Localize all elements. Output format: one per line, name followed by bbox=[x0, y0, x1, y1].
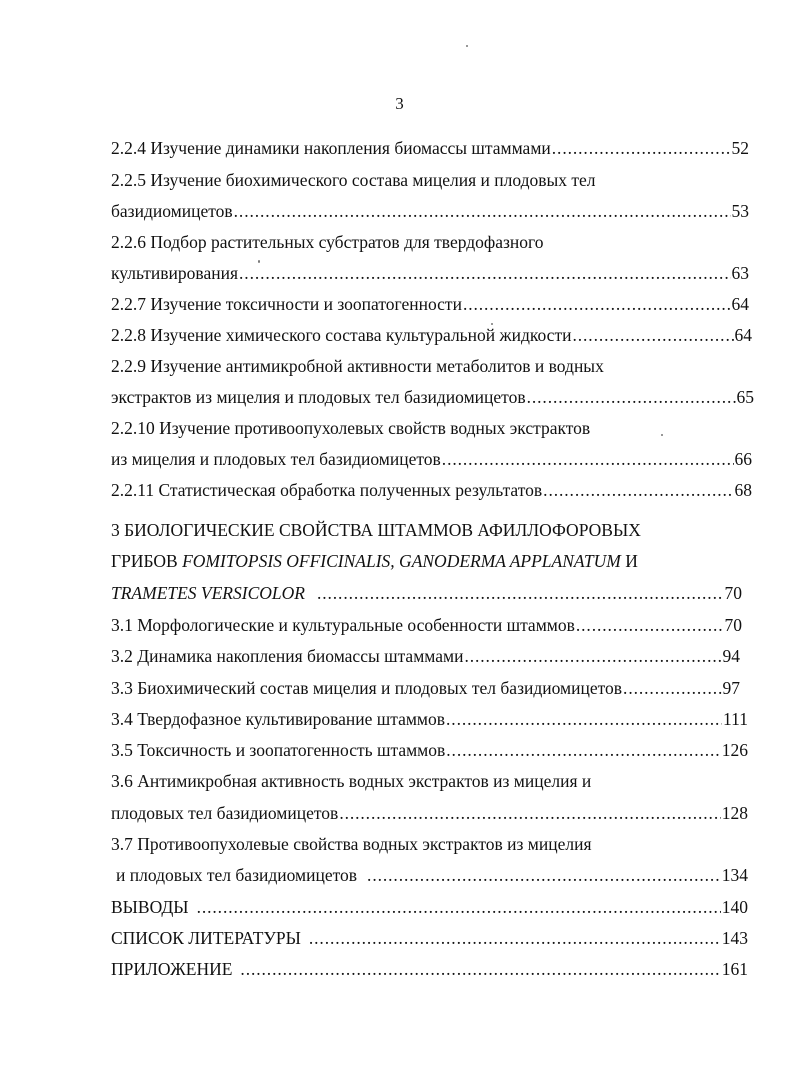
toc-entry-title: экстрактов из мицелия и плодовых тел базидиомицетов bbox=[111, 387, 526, 407]
leader-dots bbox=[309, 926, 721, 950]
leader-dots bbox=[234, 199, 731, 223]
toc-entry-2-2-9-line1: 2.2.9 Изучение антимикробной активности метаболитов и водных bbox=[111, 356, 604, 376]
toc-entry-title: 3.1 Морфологические и культуральные особенности штаммов bbox=[111, 615, 575, 635]
toc-entry-appendix[interactable] bbox=[111, 957, 748, 981]
toc-page-number: 70 bbox=[724, 615, 742, 635]
toc-entry-2-2-5-line1: 2.2.5 Изучение биохимического состава мицелия и плодовых тел bbox=[111, 170, 596, 190]
chapter-3-prefix: ГРИБОВ bbox=[111, 551, 183, 571]
chapter-3-species: FOMITOPSIS OFFICINALIS, GANODERMA APPLANATUM bbox=[182, 551, 621, 571]
toc-entry-3-7[interactable] bbox=[116, 863, 748, 887]
leader-dots bbox=[239, 261, 730, 285]
leader-dots bbox=[446, 738, 720, 762]
toc-page-number: 52 bbox=[731, 138, 749, 158]
toc-entry-title: 2.2.11 Статистическая обработка полученных результатов bbox=[111, 480, 543, 500]
leader-dots bbox=[623, 676, 721, 700]
leader-dots bbox=[197, 895, 721, 919]
leader-dots bbox=[552, 136, 731, 160]
toc-page-number: 126 bbox=[721, 740, 748, 760]
toc-page-number: 97 bbox=[722, 678, 740, 698]
toc-entry-3-4[interactable] bbox=[111, 707, 748, 731]
page-number: 3 bbox=[395, 94, 404, 113]
toc-page-number: 140 bbox=[721, 897, 748, 917]
leader-dots bbox=[464, 644, 721, 668]
toc-page-number: 111 bbox=[723, 709, 748, 729]
toc-page-number: 63 bbox=[731, 263, 749, 283]
toc-entry-title: ПРИЛОЖЕНИЕ bbox=[111, 959, 233, 979]
toc-entry-2-2-4[interactable] bbox=[111, 136, 749, 160]
toc-entry-title: СПИСОК ЛИТЕРАТУРЫ bbox=[111, 928, 301, 948]
chapter-3-heading-line2 bbox=[111, 549, 638, 573]
toc-entry-title: TRAMETES VERSICOLOR bbox=[111, 583, 305, 603]
scan-speck bbox=[661, 434, 663, 436]
leader-dots bbox=[543, 478, 733, 502]
toc-entry-2-2-5[interactable] bbox=[111, 199, 749, 223]
toc-page-number: 64 bbox=[734, 325, 752, 345]
toc-entry-title: ВЫВОДЫ bbox=[111, 897, 189, 917]
toc-entry-title: 3.4 Твердофазное культивирование штаммов bbox=[111, 709, 446, 729]
toc-page-number: 65 bbox=[736, 387, 754, 407]
scan-speck bbox=[258, 260, 260, 263]
toc-entry-3-7-line1: 3.7 Противоопухолевые свойства водных экстрактов из мицелия bbox=[111, 834, 592, 854]
toc-entry-title: плодовых тел базидиомицетов bbox=[111, 803, 339, 823]
leader-dots bbox=[240, 957, 720, 981]
leader-dots bbox=[367, 863, 721, 887]
leader-dots bbox=[576, 613, 724, 637]
toc-entry-2-2-8[interactable] bbox=[111, 323, 752, 347]
toc-page-number: 134 bbox=[721, 865, 748, 885]
toc-entry-conclusions[interactable] bbox=[111, 895, 748, 919]
toc-page-number: 161 bbox=[721, 959, 748, 979]
toc-entry-3-5[interactable] bbox=[111, 738, 748, 762]
chapter-3-conjunction: И bbox=[620, 551, 638, 571]
scan-speck bbox=[491, 323, 493, 325]
toc-entry-3-6[interactable] bbox=[111, 801, 748, 825]
toc-page-number: 70 bbox=[724, 583, 742, 603]
toc-entry-title: 3.3 Биохимический состав мицелия и плодовых тел базидиомицетов bbox=[111, 678, 623, 698]
toc-entry-chapter-3[interactable] bbox=[111, 581, 742, 605]
toc-entry-title: из мицелия и плодовых тел базидиомицетов bbox=[111, 449, 441, 469]
leader-dots bbox=[527, 385, 736, 409]
toc-entry-2-2-6-line1: 2.2.6 Подбор растительных субстратов для твердофазного bbox=[111, 232, 544, 252]
toc-entry-2-2-9[interactable] bbox=[111, 385, 754, 409]
toc-page-number: 128 bbox=[721, 803, 748, 823]
toc-entry-2-2-7[interactable] bbox=[111, 292, 749, 316]
toc-page-number: 53 bbox=[731, 201, 749, 221]
chapter-3-heading-line1: 3 БИОЛОГИЧЕСКИЕ СВОЙСТВА ШТАММОВ АФИЛЛОФОРОВЫХ bbox=[111, 520, 641, 540]
toc-entry-3-6-line1: 3.6 Антимикробная активность водных экстрактов из мицелия и bbox=[111, 771, 592, 791]
toc-entry-2-2-11[interactable] bbox=[111, 478, 752, 502]
toc-entry-title: 3.5 Токсичность и зоопатогенность штаммов bbox=[111, 740, 446, 760]
toc-entry-2-2-6[interactable] bbox=[111, 261, 749, 285]
toc-entry-3-3[interactable] bbox=[111, 676, 740, 700]
toc-entry-2-2-10[interactable] bbox=[111, 447, 752, 471]
toc-entry-title: и плодовых тел базидиомицетов bbox=[116, 865, 358, 885]
leader-dots bbox=[317, 581, 724, 605]
toc-page-number: 64 bbox=[731, 294, 749, 314]
toc-page-number: 143 bbox=[721, 928, 748, 948]
toc-entry-title: базидиомицетов bbox=[111, 201, 233, 221]
toc-entry-title: 2.2.8 Изучение химического состава культуральной жидкости bbox=[111, 325, 572, 345]
leader-dots bbox=[463, 292, 731, 316]
leader-dots bbox=[339, 801, 720, 825]
toc-entry-references[interactable] bbox=[111, 926, 748, 950]
toc-entry-2-2-10-line1: 2.2.10 Изучение противоопухолевых свойств водных экстрактов bbox=[111, 418, 591, 438]
toc-entry-title: 3.2 Динамика накопления биомассы штаммами bbox=[111, 646, 464, 666]
leader-dots bbox=[572, 323, 733, 347]
leader-dots bbox=[442, 447, 734, 471]
toc-entry-title: 2.2.7 Изучение токсичности и зоопатогенности bbox=[111, 294, 462, 314]
toc-page-number: 66 bbox=[734, 449, 752, 469]
toc-page-number: 68 bbox=[734, 480, 752, 500]
leader-dots bbox=[446, 707, 722, 731]
toc-entry-title: 2.2.4 Изучение динамики накопления биомассы штаммами bbox=[111, 138, 551, 158]
scan-speck bbox=[466, 45, 468, 47]
toc-page-number: 94 bbox=[722, 646, 740, 666]
toc-entry-title: культивирования bbox=[111, 263, 239, 283]
toc-entry-3-1[interactable] bbox=[111, 613, 742, 637]
toc-entry-3-2[interactable] bbox=[111, 644, 740, 668]
